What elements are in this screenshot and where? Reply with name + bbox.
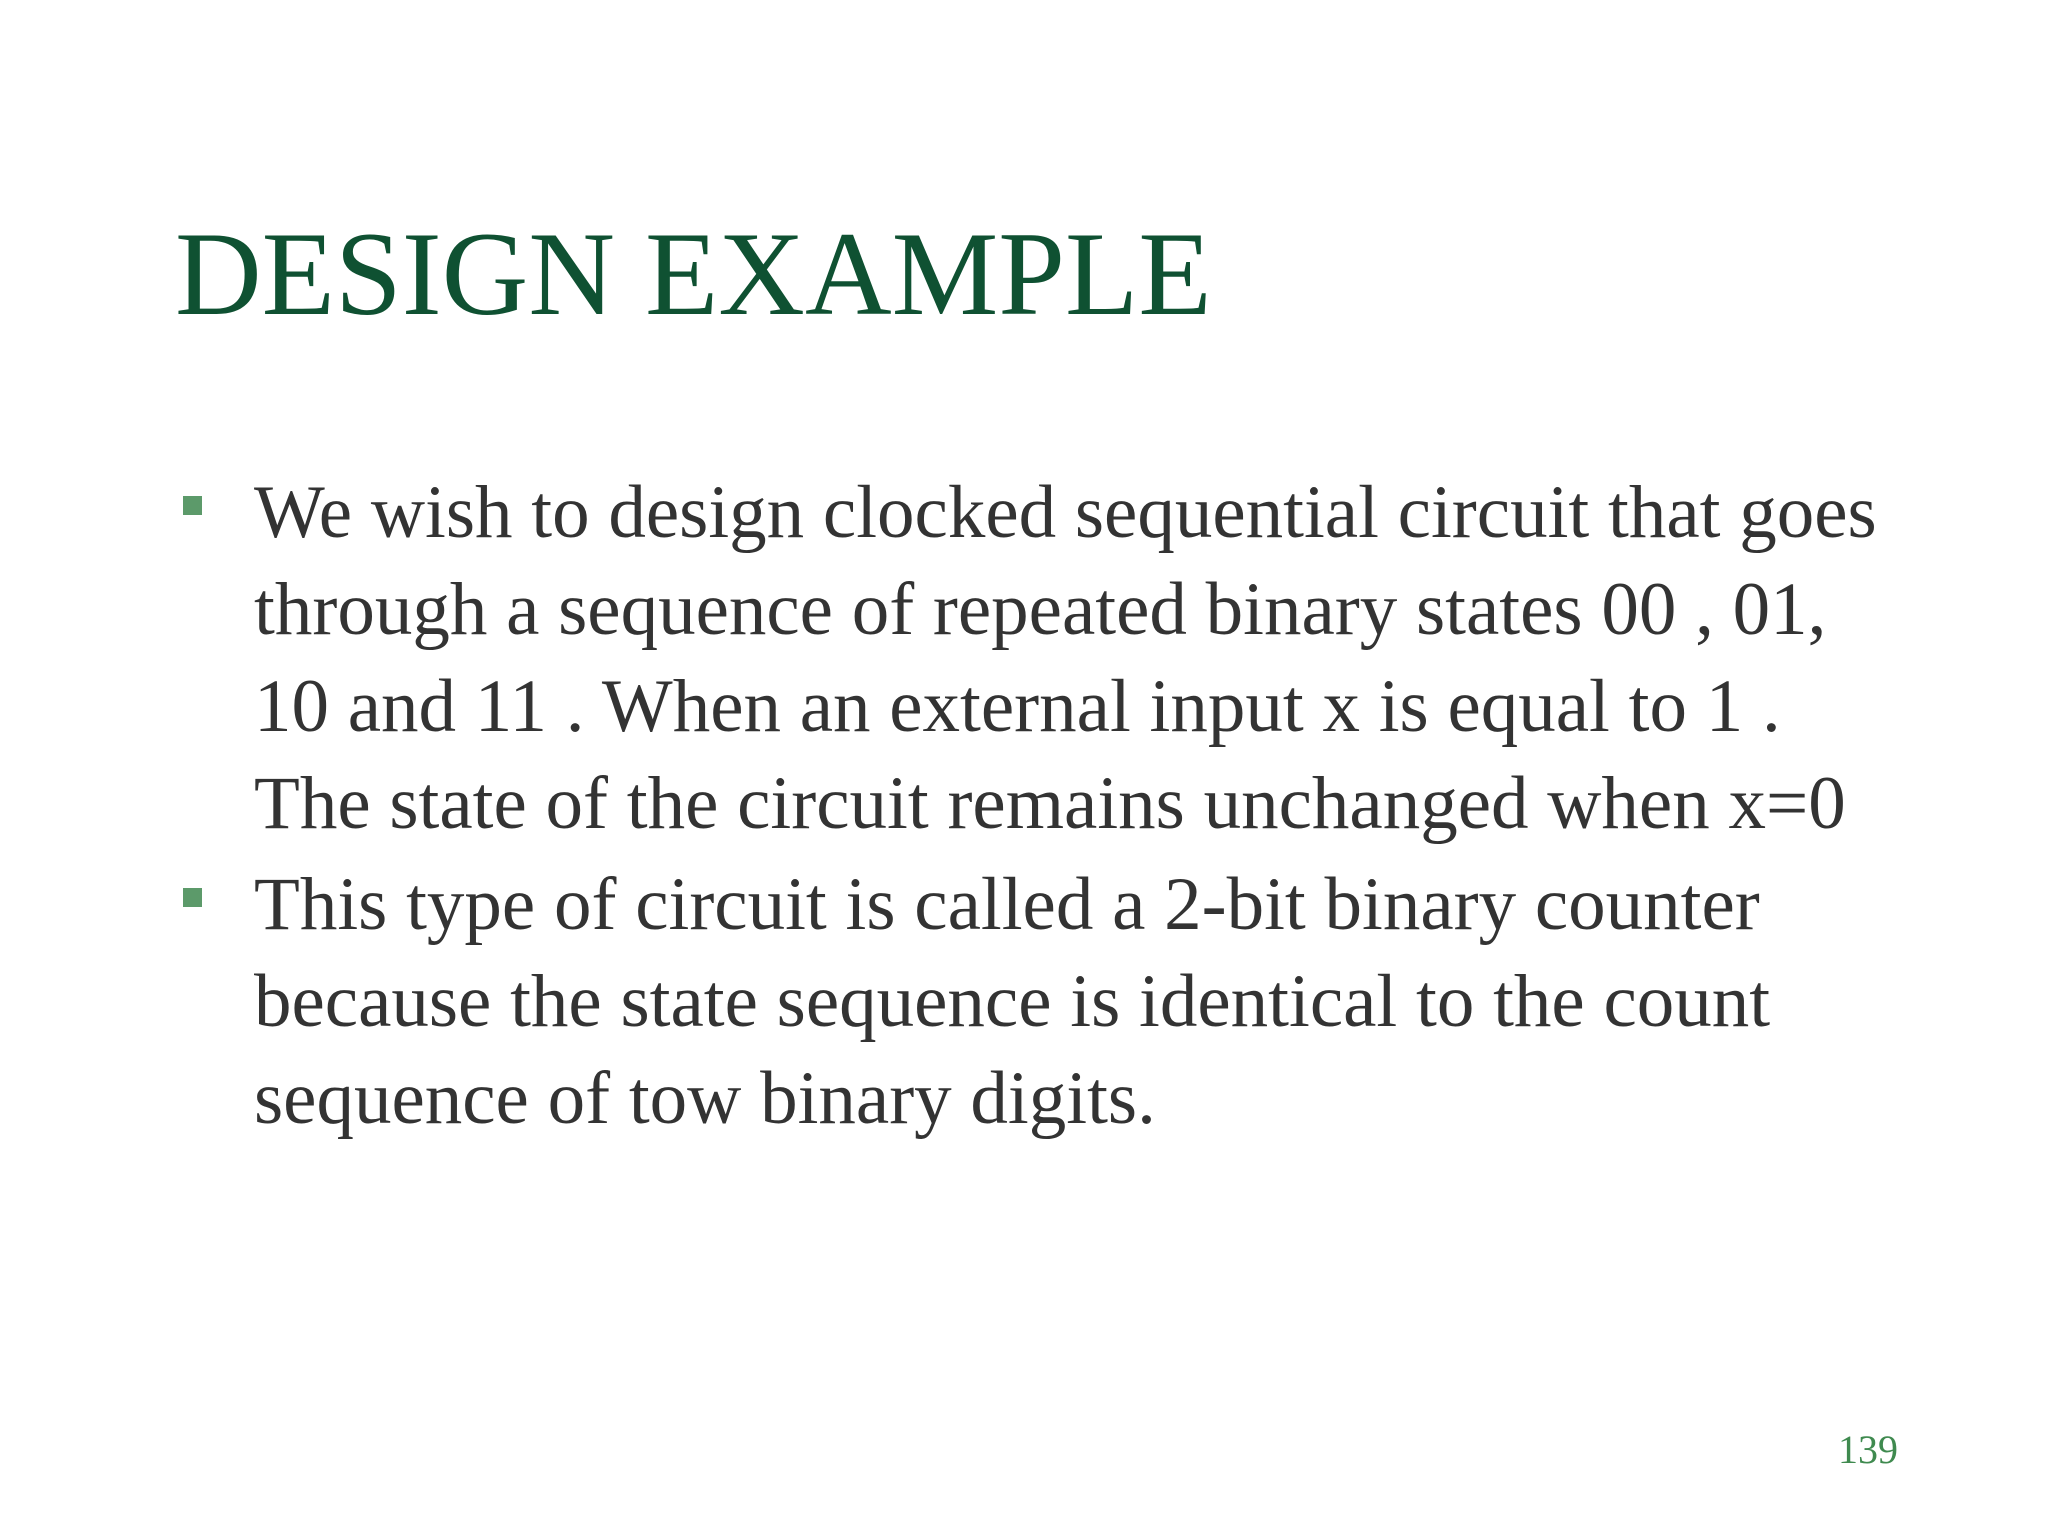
bullet-item	[175, 856, 1895, 1147]
square-bullet-icon	[183, 496, 202, 515]
bullet-text: This type of circuit is called a 2-bit binary counter because the state sequence is identical to the count sequence of tow binary digits.	[254, 863, 1771, 1140]
bullet-item	[175, 464, 1895, 852]
bullet-text: We wish to design clocked sequential circuit that goes through a sequence of repeated binary states 00 , 01, 10 and 11 . When an external input x is equal to 1 . The state of the circuit remains unchanged when x=0	[254, 471, 1877, 845]
slide-title: DESIGN EXAMPLE	[175, 207, 1212, 340]
bullet-list	[175, 464, 1895, 1147]
square-bullet-icon	[183, 888, 202, 907]
page-number: 139	[1838, 1427, 1898, 1472]
